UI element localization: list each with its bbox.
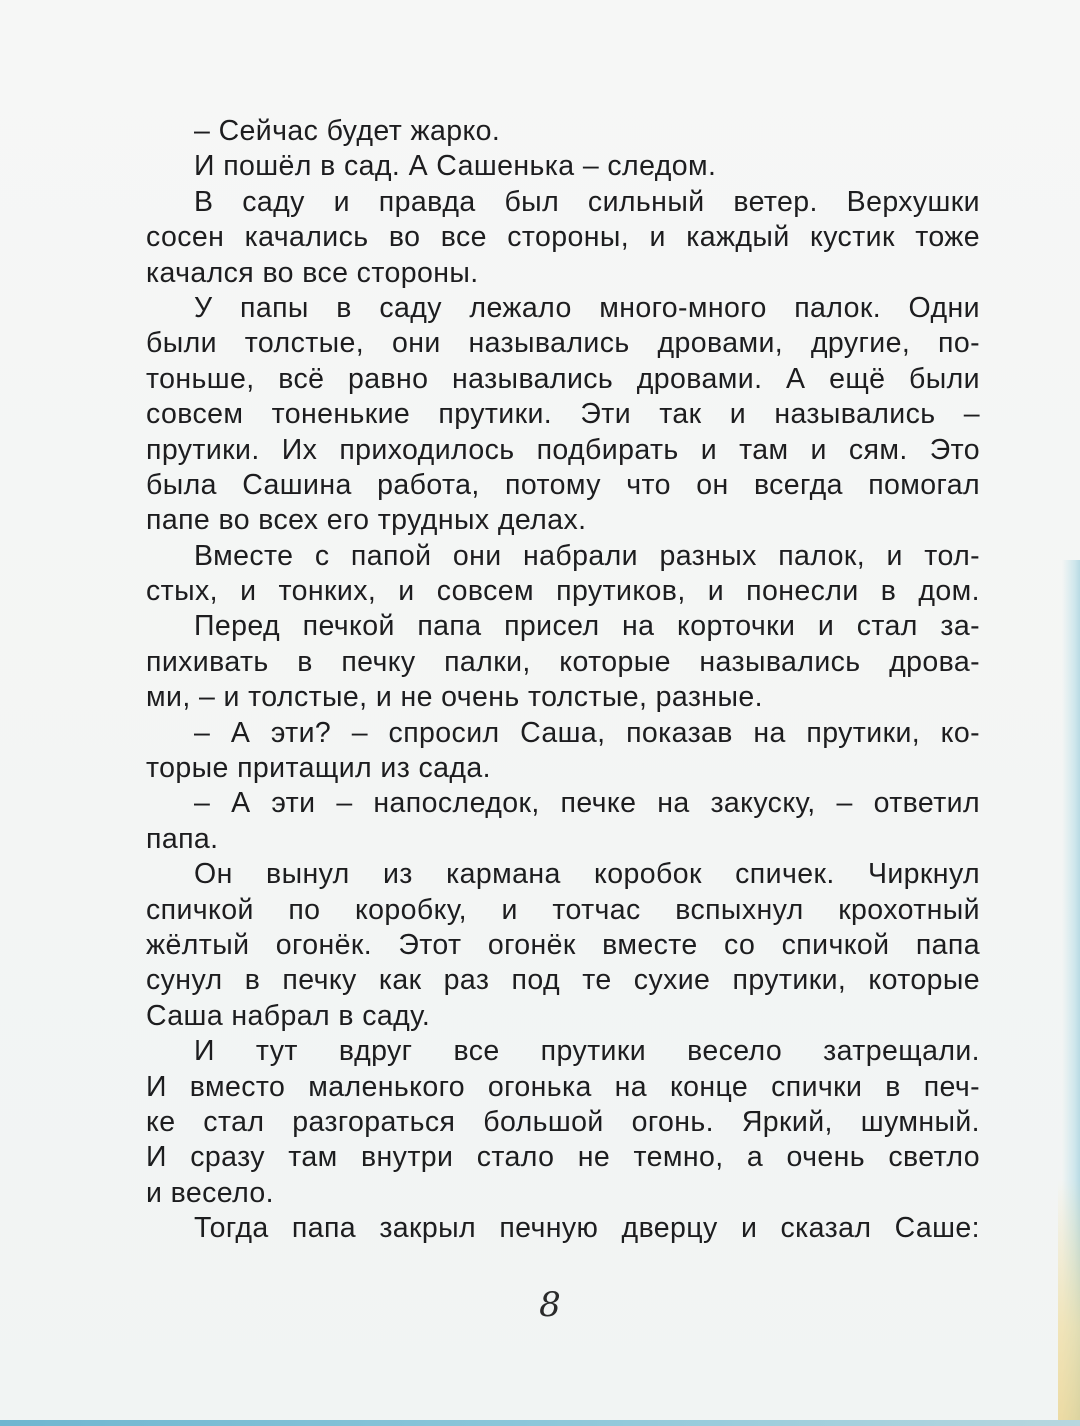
text-line: жёлтый огонёк. Этот огонёк вместе со спичкой папа xyxy=(146,928,980,961)
text-line: Саша набрал в саду. xyxy=(146,999,431,1032)
text-line: совсем тоненькие прутики. Эти так и назывались – xyxy=(146,398,980,431)
text-line: тоньше, всё равно назывались дровами. А ещё были xyxy=(146,362,980,395)
story-text xyxy=(146,114,980,1247)
text-line: сунул в печку как раз под те сухие прутики, которые xyxy=(146,964,980,997)
text-line: – А эти – напоследок, печке на закуску, – ответил xyxy=(194,787,980,820)
text-line: Перед печкой папа присел на корточки и стал за- xyxy=(194,610,980,643)
page-bottom-edge xyxy=(0,1420,1080,1426)
text-line: папа. xyxy=(146,822,219,855)
text-line: – Сейчас будет жарко. xyxy=(194,115,501,147)
text-line: В саду и правда был сильный ветер. Верхушки xyxy=(194,185,980,218)
text-line: Он вынул из кармана коробок спичек. Чиркнул xyxy=(194,858,980,891)
text-line: Тогда папа закрыл печную дверцу и сказал Саше: xyxy=(194,1212,980,1245)
text-line: сосен качались во все стороны, и каждый кустик тоже xyxy=(146,221,980,254)
text-line: ми, – и толстые, и не очень толстые, разные. xyxy=(146,681,763,714)
text-line: И пошёл в сад. А Сашенька – следом. xyxy=(194,150,717,183)
text-line: качался во все стороны. xyxy=(146,256,479,289)
text-line: прутики. Их приходилось подбирать и там и сям. Это xyxy=(146,433,980,466)
text-line: – А эти? – спросил Саша, показав на прутики, ко- xyxy=(194,716,980,749)
text-line: У папы в саду лежало много-много палок. Одни xyxy=(194,291,980,324)
text-line: И вместо маленького огонька на конце спички в печ- xyxy=(146,1070,980,1103)
text-line: папе во всех его трудных делах. xyxy=(146,504,587,537)
page-number: 8 xyxy=(539,1285,561,1325)
text-line: И сразу там внутри стало не темно, а очень светло xyxy=(146,1141,980,1174)
text-line: стых, и тонких, и совсем прутиков, и понесли в дом. xyxy=(146,575,980,608)
text-line: пихивать в печку палки, которые назывались дрова- xyxy=(146,645,980,678)
text-line: и весело. xyxy=(146,1176,274,1209)
text-line: И тут вдруг все прутики весело затрещали. xyxy=(194,1035,980,1068)
text-line: спичкой по коробку, и тотчас вспыхнул крохотный xyxy=(146,893,980,926)
text-line: ке стал разгораться большой огонь. Яркий, шумный. xyxy=(146,1105,980,1138)
text-line: была Сашина работа, потому что он всегда помогал xyxy=(146,468,980,501)
text-line: Вместе с папой они набрали разных палок, и тол- xyxy=(194,539,980,572)
text-line: торые притащил из сада. xyxy=(146,752,491,785)
text-line: были толстые, они назывались дровами, другие, по- xyxy=(146,327,980,360)
